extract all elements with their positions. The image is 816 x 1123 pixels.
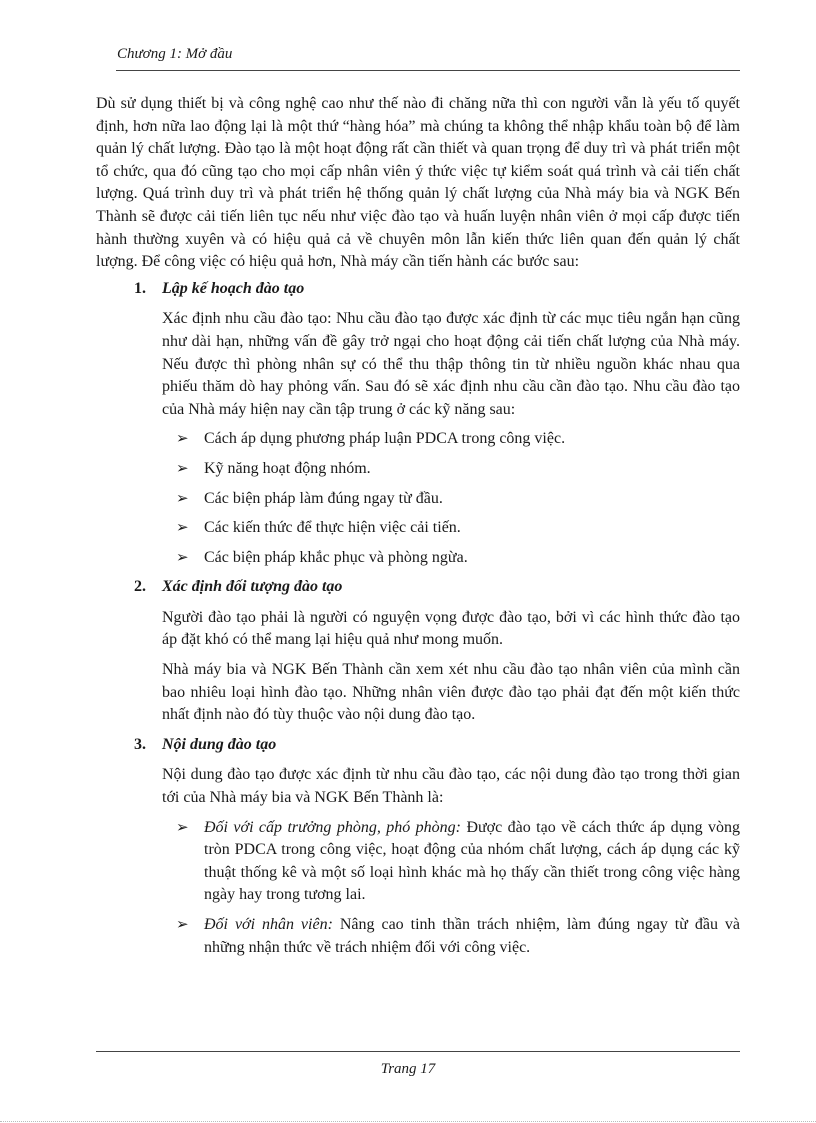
list-item-lead: Đối với nhân viên: — [204, 916, 333, 933]
section-paragraph: Người đào tạo phải là người có nguyện vọng được đào tạo, bởi vì các hình thức đào tạo áp đặt khó có thể mang lại hiệu quả như mong muốn. — [162, 608, 740, 649]
list-item — [176, 547, 740, 570]
arrow-bullet-icon: ➢ — [176, 431, 189, 448]
section-heading — [134, 576, 740, 599]
section-number: 3. — [134, 735, 146, 753]
section-heading — [134, 734, 740, 757]
list-item — [176, 428, 740, 451]
section-paragraph: Xác định nhu cầu đào tạo: Nhu cầu đào tạo được xác định từ các mục tiêu ngắn hạn cũng như dài hạn, những vấn đề gây trở ngại cho hoạt động cải tiến chất lượng của Nhà máy. Nếu được thì phòng nhân sự có thể thu thập thông tin từ nhiều nguồn khác nhau qua phiếu thăm dò hay phỏng vấn. Sau đó sẽ xác định nhu cầu cần đào tạo. Nhu cầu đào tạo của Nhà máy hiện nay cần tập trung ở các kỹ năng sau: — [162, 310, 740, 418]
section-number: 2. — [134, 578, 146, 596]
list-item-body: Nâng cao tinh thần trách nhiệm, làm đúng ngay từ đầu và những nhận thức về trách nhiệm đối với công việc. — [204, 916, 741, 956]
section-heading — [134, 278, 740, 301]
list-item-text: Các kiến thức để thực hiện việc cải tiến. — [204, 519, 461, 537]
list-item — [176, 914, 740, 959]
list-item — [176, 517, 740, 540]
header-divider — [116, 70, 740, 71]
arrow-bullet-icon: ➢ — [176, 460, 189, 477]
arrow-bullet-icon: ➢ — [176, 549, 189, 566]
section-number: 1. — [134, 279, 146, 297]
list-item — [176, 817, 740, 907]
page-edge — [0, 1121, 816, 1122]
section-paragraph: Nhà máy bia và NGK Bến Thành cần xem xét nhu cầu đào tạo nhân viên của mình cần bao nhiêu loại hình đào tạo. Những nhân viên được đào tạo phải đạt đến một kiến thức nhất định nào đó tùy thuộc vào nội dung đào tạo. — [162, 661, 740, 724]
list-item-text: Các biện pháp làm đúng ngay từ đầu. — [204, 489, 443, 507]
list-item-text: Kỹ năng hoạt động nhóm. — [204, 459, 371, 477]
list-item-text — [204, 817, 740, 907]
page-number: Trang 17 — [380, 1061, 436, 1077]
list-item-lead: Đối với cấp trưởng phòng, phó phòng: — [204, 818, 462, 836]
arrow-bullet-icon: ➢ — [176, 819, 189, 836]
document-body — [96, 93, 740, 966]
list-item — [176, 488, 740, 511]
list-item — [176, 458, 740, 481]
arrow-bullet-icon: ➢ — [176, 917, 189, 933]
list-item-text — [204, 914, 740, 959]
arrow-bullet-icon: ➢ — [176, 490, 189, 507]
footer-divider — [96, 1051, 740, 1052]
section-2 — [96, 576, 740, 727]
section-paragraph: Nội dung đào tạo được xác định từ nhu cầu đào tạo, các nội dung đào tạo trong thời gian tới của Nhà máy bia và NGK Bến Thành là: — [162, 766, 740, 807]
list-item-text: Cách áp dụng phương pháp luận PDCA trong công việc. — [204, 430, 566, 448]
list-item-text: Các biện pháp khắc phục và phòng ngừa. — [204, 548, 468, 566]
section-title: Nội dung đào tạo — [162, 735, 277, 753]
page-header-title: Chương 1: Mở đầu — [117, 46, 233, 62]
arrow-bullet-icon: ➢ — [176, 520, 189, 537]
section-title: Xác định đối tượng đào tạo — [162, 578, 343, 596]
section-1 — [96, 278, 740, 570]
list-item-body: Được đào tạo về cách thức áp dụng vòng tròn PDCA trong công việc, hoạt động của nhóm chất lượng, cách áp dụng các kỹ thuật thống kê và một số loại hình khác mà họ thấy cần thiết trong công việc hàng ngày hay trong tương lai. — [204, 818, 741, 904]
intro-paragraph: Dù sử dụng thiết bị và công nghệ cao như thế nào đi chăng nữa thì con người vẫn là yếu tố quyết định, hơn nữa lao động lại là một thứ “hàng hóa” mà chúng ta không thể nhập khẩu toàn bộ để làm quản lý chất lượng. Đào tạo là một hoạt động rất cần thiết và quan trọng để duy trì và phát triển một tổ chức, qua đó cũng tạo cho mọi cấp nhân viên ý thức việc tự kiểm soát quá trình và cải tiến chất lượng. Quá trình duy trì và phát triển hệ thống quản lý chất lượng của Nhà máy bia và NGK Bến Thành sẽ được cải tiến liên tục nếu như việc đào tạo và huấn luyện nhân viên ở mọi cấp được tiến hành thường xuyên và có hiệu quả cả về chuyên môn lẫn kiến thức liên quan đến quản lý chất lượng. Để công việc có hiệu quả hơn, Nhà máy cần tiến hành các bước sau: — [96, 95, 740, 271]
section-3 — [96, 734, 740, 959]
section-title: Lập kế hoạch đào tạo — [162, 279, 305, 297]
